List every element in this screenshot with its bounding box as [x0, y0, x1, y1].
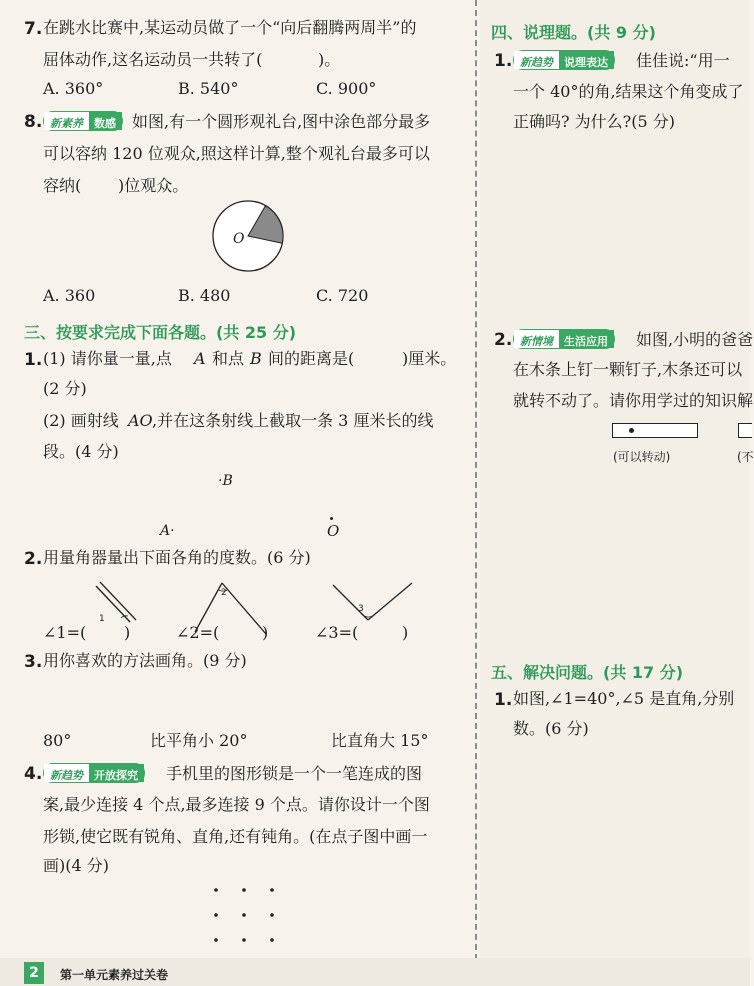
angle-2-answer: ∠2=( — [176, 623, 220, 642]
s3q3-text: 用你喜欢的方法画角。(9 分) — [43, 651, 247, 670]
s3q4-badge — [43, 763, 145, 783]
circle-center-label: O — [233, 231, 245, 247]
q8-line2: 可以容纳 120 位观众,照这样计算,整个观礼台最多可以 — [43, 144, 430, 163]
angle-1-base — [100, 612, 145, 626]
q8-option-c: C. 720 — [316, 286, 369, 305]
s3q2-text: 用量角器量出下面各角的度数。(6 分) — [43, 548, 311, 567]
q7-line2: 屈体动作,这名运动员一共转了( — [43, 50, 263, 69]
badge-type: 开放探究 — [89, 764, 144, 782]
question-number: 1. — [494, 51, 513, 71]
badge-tag: 新趋势 — [514, 51, 559, 69]
s3q1-line1-b: 和点 — [212, 349, 245, 368]
r2-line1: 如图,小明的爸爸 — [636, 330, 754, 349]
q8-badge — [43, 111, 123, 131]
q8-option-a: A. 360 — [43, 286, 96, 305]
angle-3-answer: ∠3=( — [315, 623, 359, 642]
s3q4-line2: 案,最少连接 4 个点,最多连接 9 个点。请你设计一个图 — [43, 795, 430, 814]
wood-strip-2 — [738, 423, 752, 438]
s3q1-line3-b: ,并在这条射线上截取一条 3 厘米长的线 — [152, 411, 434, 430]
q7-line1: 在跳水比赛中,某运动员做了一个“向后翻腾两周半”的 — [43, 18, 417, 37]
section-4-title: 四、说理题。(共 9 分) — [491, 23, 656, 42]
r1-badge — [513, 50, 615, 70]
question-number: 1. — [494, 690, 513, 710]
q8-option-b: B. 480 — [178, 286, 231, 305]
r1-line3: 正确吗? 为什么?(5 分) — [513, 112, 675, 131]
point-a-label: A — [194, 349, 206, 368]
circle-stand-figure — [205, 198, 295, 276]
s3q1-line1-d: )厘米。 — [402, 349, 457, 368]
angle-mark-3: 3 — [358, 604, 364, 614]
badge-type: 数感 — [89, 112, 122, 130]
q7-option-b: B. 540° — [178, 79, 239, 98]
wood-strip — [612, 423, 698, 438]
q7-line2-end: )。 — [318, 50, 341, 69]
question-number: 2. — [494, 330, 513, 350]
nail-icon — [629, 428, 634, 433]
r1-line2: 一个 40°的角,结果这个角变成了 — [513, 82, 744, 101]
r1-line1: 佳佳说:“用一 — [636, 51, 730, 70]
r2-line3: 就转不动了。请你用学过的知识解 — [513, 391, 754, 410]
r2-badge — [513, 329, 615, 349]
angle-1-answer: ∠1=( — [43, 623, 87, 642]
s3q3-item-3: 比直角大 15° — [331, 731, 429, 750]
point-o-dot — [330, 517, 333, 520]
angle-1-answer-end: ) — [124, 623, 131, 642]
s3q3-item-1: 80° — [43, 731, 72, 750]
s3q3-item-2: 比平角小 20° — [150, 731, 248, 750]
point-a-dot: A· — [160, 523, 175, 539]
question-number: 2. — [24, 549, 43, 569]
q7-option-a: A. 360° — [43, 79, 104, 98]
angle-2-answer-end: ) — [262, 623, 269, 642]
q8-line3-b: )位观众。 — [118, 176, 189, 195]
badge-tag: 新情境 — [514, 330, 559, 348]
q7-option-c: C. 900° — [316, 79, 377, 98]
r3-line2: 数。(6 分) — [513, 719, 589, 738]
s3q1-line1-a: (1) 请你量一量,点 — [43, 349, 172, 368]
badge-tag: 新趋势 — [44, 764, 89, 782]
badge-tag: 新素养 — [44, 112, 89, 130]
s3q1-line1-c: 间的距离是( — [268, 349, 355, 368]
point-o-label: O — [327, 522, 340, 540]
question-number: 4. — [24, 764, 43, 784]
q8-line1: 如图,有一个圆形观礼台,图中涂色部分最多 — [132, 112, 431, 131]
right-column — [480, 0, 750, 960]
badge-type: 生活应用 — [559, 330, 614, 348]
column-divider — [475, 0, 477, 960]
s3q1-line3-a: (2) 画射线 — [43, 411, 119, 430]
section-5-title: 五、解决问题。(共 17 分) — [491, 663, 684, 682]
s3q1-line4: 段。(4 分) — [43, 442, 119, 461]
s3q4-line1: 手机里的图形锁是一个一笔连成的图 — [166, 764, 423, 783]
question-number: 7. — [24, 19, 43, 39]
s3q4-line3: 形锁,使它既有锐角、直角,还有钝角。(在点子图中画一 — [43, 827, 428, 846]
wood-caption-2: (不 — [737, 450, 754, 464]
question-number: 8. — [24, 112, 43, 132]
s3q4-line4: 画)(4 分) — [43, 856, 109, 875]
wood-caption: (可以转动) — [613, 450, 671, 464]
page-number: 2 — [24, 962, 44, 984]
q8-line3-a: 容纳( — [43, 176, 82, 195]
angle-3-answer-end: ) — [402, 623, 409, 642]
angle-mark-1: 1 — [99, 614, 105, 624]
question-number: 3. — [24, 652, 43, 672]
footer-title: 第一单元素养过关卷 — [60, 968, 169, 982]
r3-line1: 如图,∠1=40°,∠5 是直角,分别 — [513, 689, 735, 708]
section-3-title: 三、按要求完成下面各题。(共 25 分) — [24, 323, 297, 342]
ray-label: AO — [128, 411, 153, 430]
s3q1-line2: (2 分) — [43, 379, 87, 398]
angle-mark-2: 2 — [221, 588, 227, 598]
dot-grid — [205, 876, 285, 956]
r2-line2: 在木条上钉一颗钉子,木条还可以 — [513, 360, 743, 379]
badge-type: 说理表达 — [559, 51, 614, 69]
point-b-label: B — [250, 349, 262, 368]
question-number: 1. — [24, 350, 43, 370]
point-b-dot: ·B — [218, 473, 233, 489]
